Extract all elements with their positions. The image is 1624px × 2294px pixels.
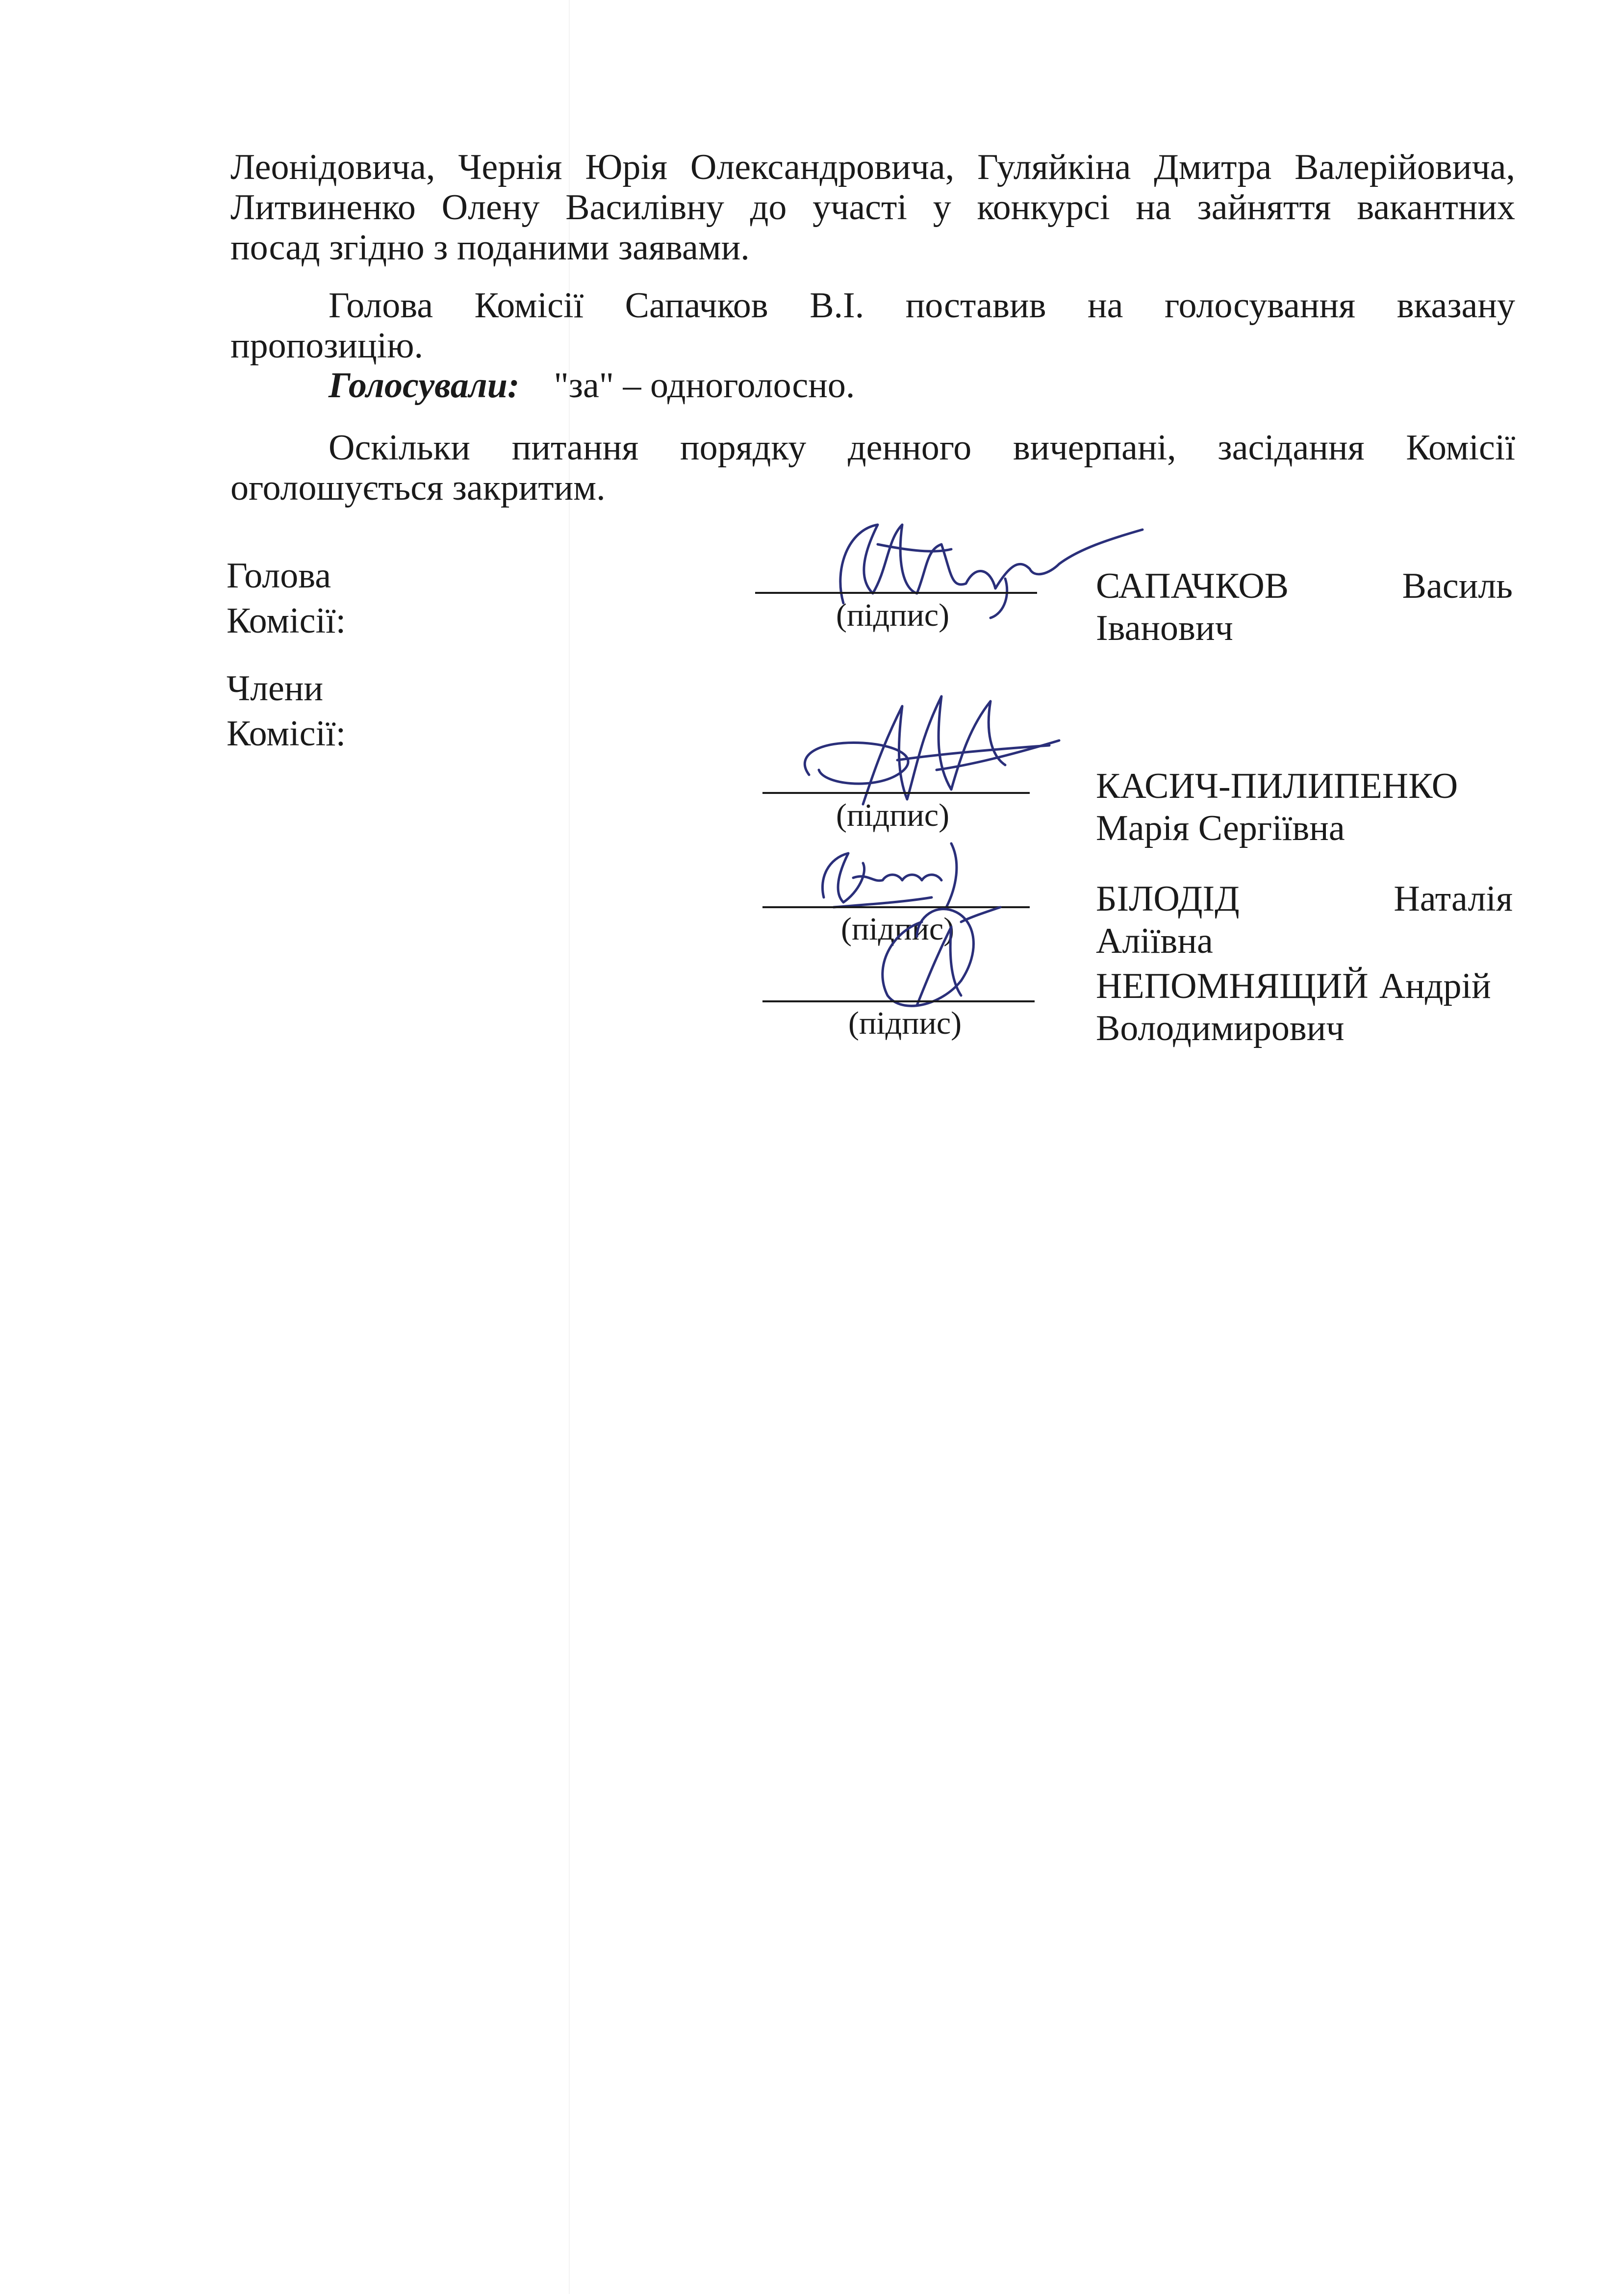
chair-first-name: Василь — [1402, 566, 1513, 606]
member-3-name — [1096, 965, 1513, 1049]
role-line: Комісії: — [227, 601, 346, 641]
member-2-signature-caption: (підпис) — [841, 911, 955, 947]
paragraph-candidates — [230, 147, 1515, 268]
member-1-name — [1096, 765, 1513, 849]
paragraph-line: посад згідно з поданими заявами. — [230, 228, 750, 268]
paragraph-vote-proposal — [230, 285, 1515, 366]
role-line: Голова — [227, 556, 331, 596]
chair-signature-caption: (підпис) — [836, 597, 950, 633]
member-3-surname: НЕПОМНЯЩИЙ — [1096, 966, 1369, 1006]
member-2-first-name: Наталія — [1394, 879, 1513, 919]
role-line: Члени — [227, 668, 324, 709]
member-3-signature-caption: (підпис) — [848, 1005, 962, 1041]
paragraph-line: Литвиненко Олену Василівну до участі у конкурсі на зайняття вакантних — [230, 187, 1515, 228]
chair-name — [1096, 565, 1513, 649]
paragraph-line: Леонідовича, Чернія Юрія Олександровича, Гуляйкіна Дмитра Валерійовича, — [230, 147, 1515, 187]
paragraph-line: оголошується закритим. — [230, 468, 606, 508]
role-line: Комісії: — [227, 714, 346, 754]
member-2-patronymic: Аліївна — [1096, 921, 1213, 961]
vote-result-line — [329, 365, 855, 406]
member-3-signature-line — [762, 1000, 1035, 1002]
member-3-first-name: Андрій — [1379, 966, 1491, 1006]
paragraph-line: пропозицію. — [230, 326, 423, 366]
member-3-patronymic: Володимирович — [1096, 1008, 1345, 1048]
paragraph-line: Голова Комісії Сапачков В.І. поставив на голосування вказану — [329, 285, 1515, 326]
member-1-signature-caption: (підпис) — [836, 797, 950, 833]
member-1-signature-line — [762, 792, 1030, 794]
member-1-surname: КАСИЧ-ПИЛИПЕНКО — [1096, 766, 1458, 806]
chair-surname: САПАЧКОВ — [1096, 566, 1289, 606]
vote-result: "за" – одноголосно. — [554, 365, 855, 406]
chair-patronymic: Іванович — [1096, 608, 1233, 648]
member-2-name — [1096, 878, 1513, 962]
member-2-surname: БІЛОДІД — [1096, 879, 1240, 919]
chair-signature-line — [755, 592, 1037, 594]
vote-label: Голосували: — [329, 365, 520, 406]
member-1-given-names: Марія Сергіївна — [1096, 808, 1345, 848]
chair-role-label — [227, 553, 346, 643]
members-role-label — [227, 666, 346, 756]
paragraph-line: Оскільки питання порядку денного вичерпані, засідання Комісії — [329, 428, 1515, 468]
